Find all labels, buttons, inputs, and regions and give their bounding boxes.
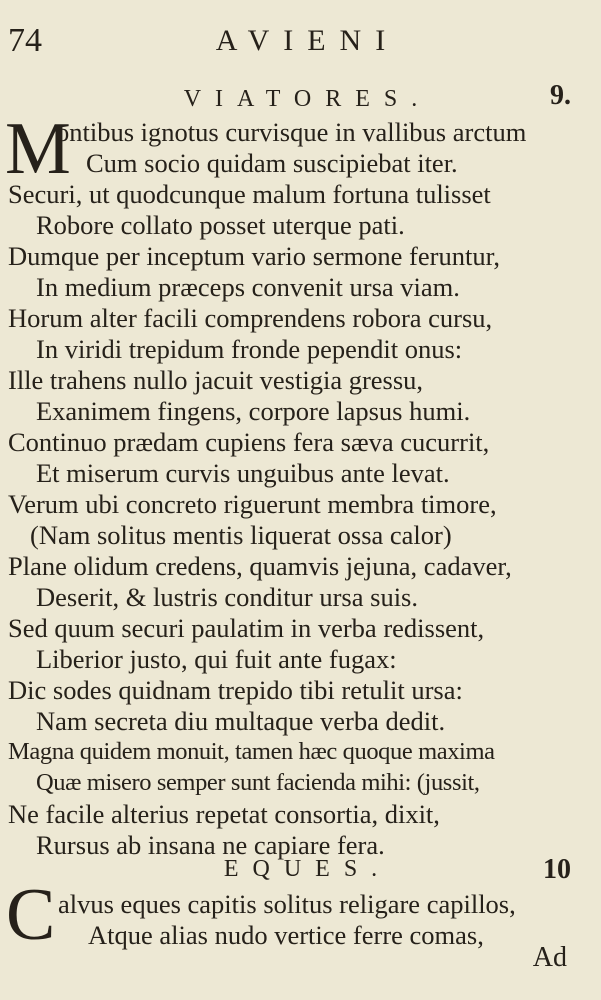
verse-line: ontibus ignotus curvisque in vallibus arctum (56, 117, 527, 147)
verse-line: Magna quidem monuit, tamen hæc quoque maxima (8, 738, 495, 765)
verse-line: Nam secreta diu multaque verba dedit. (36, 706, 446, 736)
verse-line: Liberior justo, qui fuit ante fugax: (36, 644, 397, 674)
verse-line: Dumque per inceptum vario sermone feruntur, (8, 241, 500, 271)
fable-number: 9. (550, 80, 571, 111)
verse-line: Robore collato posset uterque pati. (36, 210, 405, 240)
verse-line: (Nam solitus mentis liquerat ossa calor) (30, 520, 452, 550)
fable-title: EQUES. (223, 856, 392, 882)
verse-line: Ille trahens nullo jacuit vestigia gressu, (8, 365, 424, 395)
drop-cap-initial: M (5, 108, 71, 190)
verse-line: Plane olidum credens, quamvis jejuna, cadaver, (8, 551, 512, 581)
verse-line: Sed quum securi paulatim in verba redissent, (8, 613, 485, 643)
fable-heading (0, 846, 601, 885)
fable-title: VIATORES. (183, 86, 432, 112)
page-number: 74 (8, 22, 42, 59)
verse-line: Atque alias nudo vertice ferre comas, (88, 920, 484, 950)
verse-line: Continuo prædam cupiens fera sæva cucurrit, (8, 427, 490, 457)
verse-line: Cum socio quidam suscipiebat iter. (86, 148, 458, 178)
fable-number: 10 (543, 854, 571, 885)
page-header (0, 18, 601, 68)
verse-line: Securi, ut quodcunque malum fortuna tulisset (8, 179, 491, 209)
verse-line: Ne facile alterius repetat consortia, dixit, (8, 799, 440, 829)
verse-line: Et miserum curvis unguibus ante levat. (36, 458, 450, 488)
drop-cap-initial: C (6, 874, 56, 956)
fable-heading (0, 80, 601, 116)
verse-line: In viridi trepidum fronde pependit onus: (36, 334, 463, 364)
catchword: Ad (532, 942, 567, 973)
verse-line: In medium præceps convenit ursa viam. (36, 272, 460, 302)
verse-line: Horum alter facili comprendens robora cursu, (8, 303, 493, 333)
verse-line: Quæ misero semper sunt facienda mihi: (jussit, (36, 769, 480, 796)
verse-line: Verum ubi concreto riguerunt membra timore, (8, 489, 497, 519)
verse-line: alvus eques capitis solitus religare capillos, (58, 889, 516, 919)
verse-line: Dic sodes quidnam trepido tibi retulit ursa: (8, 675, 463, 705)
running-head: AVIENI (215, 24, 400, 57)
verse-line: Rursus ab insana ne capiare fera. (36, 830, 385, 860)
verse-line: Deserit, & lustris conditur ursa suis. (36, 582, 418, 612)
verse-line: Exanimem fingens, corpore lapsus humi. (36, 396, 471, 426)
